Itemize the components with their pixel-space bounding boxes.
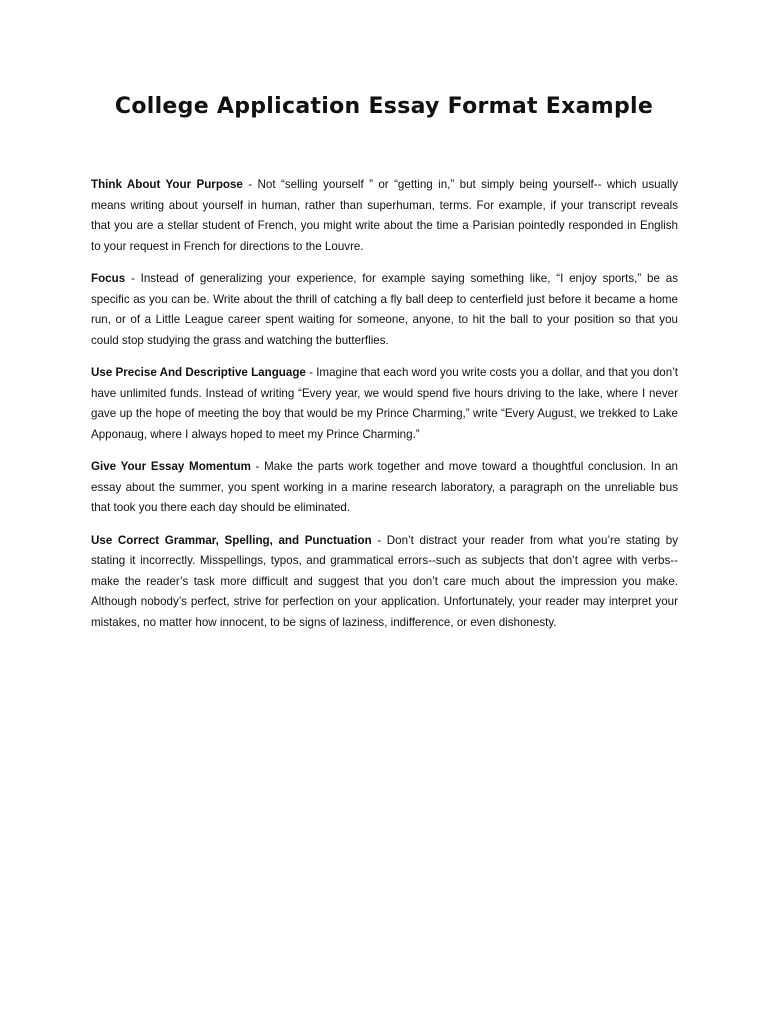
paragraph-grammar — [91, 531, 678, 634]
paragraph-text: - Make the parts work together and move toward a thoughtful conclusion. In an essay about the summer, you spent working in a marine research laboratory, a paragraph on the unreliable bus that took you there each day should be eliminated. — [91, 460, 678, 514]
paragraph-text: - Not “selling yourself ” or “getting in,” but simply being yourself-- which usually means writing about yourself in human, rather than superhuman, terms. For example, if your transcript reveals that you are a stellar student of French, you might write about the time a Parisian pointedly responded in English to your request in French for directions to the Louvre. — [91, 178, 678, 253]
paragraph-text: - Don’t distract your reader from what you’re stating by stating it incorrectly. Misspellings, typos, and grammatical errors--such as subjects that don’t agree with verbs--make the reader’s task more difficult and suggest that you don’t care much about the impression you make. Although nobody’s perfect, strive for perfection on your application. Unfortunately, your reader may interpret your mistakes, no matter how innocent, to be signs of laziness, indifference, or even dishonesty. — [91, 533, 678, 629]
page-title: College Application Essay Format Example — [114, 94, 654, 119]
paragraph-heading: Give Your Essay Momentum — [91, 460, 251, 473]
paragraph-heading: Use Correct Grammar, Spelling, and Punctuation — [91, 533, 372, 547]
essay-body — [91, 175, 678, 645]
paragraph-purpose — [91, 175, 678, 257]
paragraph-heading: Use Precise And Descriptive Language — [91, 366, 306, 379]
paragraph-momentum — [91, 457, 678, 519]
paragraph-heading: Think About Your Purpose — [91, 178, 243, 191]
paragraph-focus — [91, 269, 678, 351]
paragraph-language — [91, 363, 678, 445]
paragraph-text: - Instead of generalizing your experience, for example saying something like, “I enjoy sports,” be as specific as you can be. Write about the thrill of catching a fly ball deep to centerfield just before it became a home run, or of a Little League career spent waiting for someone, anyone, to hit the ball to your position so that you could stop studying the grass and watching the butterflies. — [91, 272, 678, 347]
paragraph-text: - Imagine that each word you write costs you a dollar, and that you don’t have unlimited funds. Instead of writing “Every year, we would spend five hours driving to the lake, where I never gave up the hope of meeting the boy that would be my Prince Charming,” write “Every August, we trekked to Lake Apponaug, where I always hoped to meet my Prince Charming.” — [91, 366, 678, 441]
paragraph-heading: Focus — [91, 272, 126, 285]
